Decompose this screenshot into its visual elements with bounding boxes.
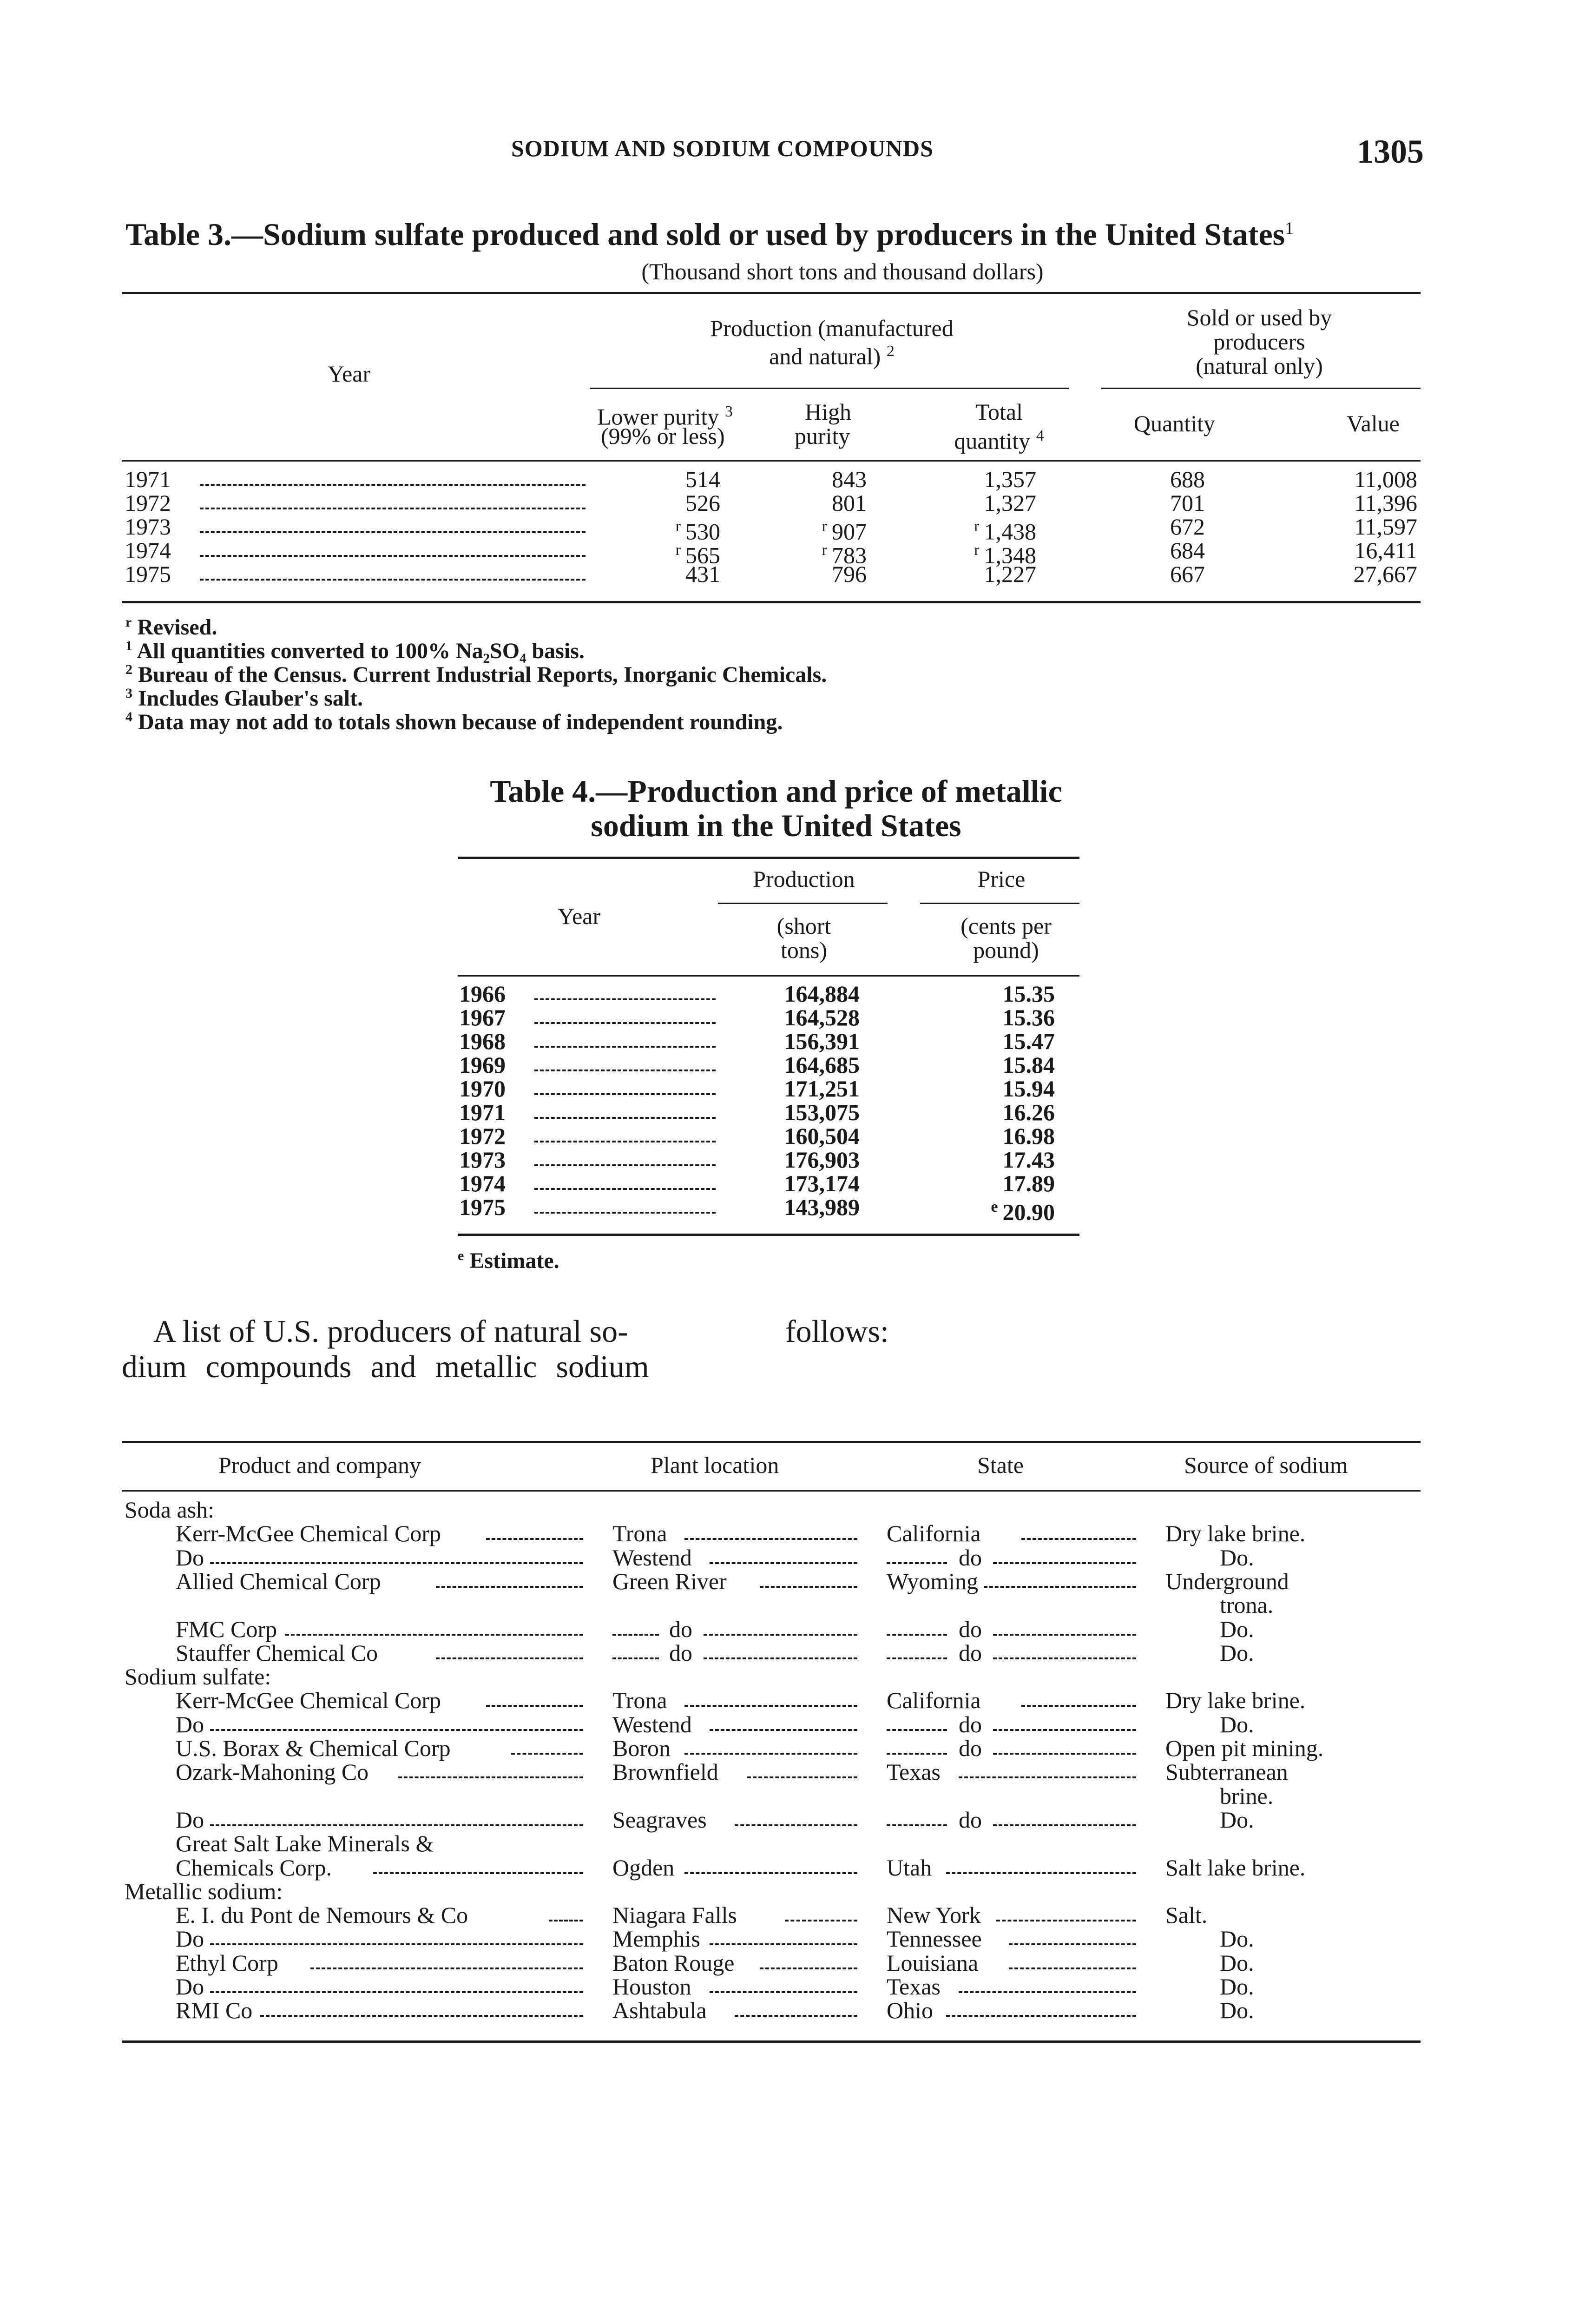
producers-row-plant: Westend <box>612 1545 692 1571</box>
producers-row-company: Kerr-McGee Chemical Corp <box>176 1687 441 1713</box>
producers-row-source: Do. <box>1220 1926 1254 1952</box>
producers-row-state: California <box>887 1687 981 1713</box>
producers-row-state: do <box>959 1807 982 1833</box>
table3-row-high-value: 843 <box>832 466 867 492</box>
table3-footnote-mark: r <box>125 614 132 630</box>
table3-row-total-value: 1,438 <box>984 518 1036 545</box>
producers-row-plant-leader <box>710 1943 857 1945</box>
producers-row-plant-leader <box>710 1991 857 1993</box>
table4-row-production: 160,504 <box>784 1123 860 1149</box>
table3-footnote-mark: 4 <box>125 709 132 725</box>
producers-row-state: Ohio <box>887 1997 933 2023</box>
table3-production-group-rule <box>590 388 1069 389</box>
producers-row-state: do <box>959 1616 982 1642</box>
producers-row-state: Texas <box>887 1759 941 1785</box>
table4-row-year: 1969 <box>459 1052 506 1078</box>
producers-row-plant: Houston <box>612 1974 691 2000</box>
table4-row-production: 156,391 <box>784 1028 860 1054</box>
producers-row-state-leader <box>1021 1538 1136 1540</box>
table4-header-rule <box>458 975 1079 977</box>
producers-row-plant: do <box>669 1616 692 1642</box>
table3-total-header-1: Total <box>975 399 1023 425</box>
table3-row-value: 11,008 <box>1354 466 1417 492</box>
table3-footnote-mark: 3 <box>125 686 132 701</box>
table3-row-lower-value: 530 <box>685 518 720 545</box>
producers-row-source: Do. <box>1220 1950 1254 1976</box>
table3-total-header-2 <box>929 424 1069 453</box>
table4-top-rule <box>458 857 1079 859</box>
revised-mark: r <box>675 541 681 559</box>
table4-row-production: 164,884 <box>784 981 860 1007</box>
producers-row-plant: Trona <box>612 1520 667 1546</box>
producers-row-company: RMI Co <box>176 1997 253 2023</box>
producers-row-state-leader <box>996 1920 1136 1921</box>
producers-row-plant-leader <box>735 2015 857 2017</box>
producers-row-source: trona. <box>1220 1592 1274 1618</box>
paragraph-line-2: dium compounds and metallic sodium <box>122 1349 649 1384</box>
table4-row-year: 1967 <box>459 1004 506 1030</box>
producers-row-source: Subterranean <box>1165 1759 1288 1785</box>
table3-total-text: quantity <box>954 428 1031 454</box>
table3-high-purity-header-2: purity <box>795 423 850 449</box>
producers-row-company-leader <box>486 1705 583 1707</box>
page-number: 1305 <box>1357 133 1424 170</box>
producers-row-plant: Ogden <box>612 1855 675 1881</box>
table3-row-lower-value: 526 <box>685 490 720 516</box>
producers-row-plant-leader <box>684 1753 857 1755</box>
table3-row-value: 27,667 <box>1353 561 1417 587</box>
producers-row-company-leader <box>549 1920 583 1921</box>
table4-row-production: 164,685 <box>784 1052 860 1078</box>
producers-row-company-leader <box>436 1657 583 1659</box>
producers-row-state-leader <box>993 1657 1136 1659</box>
producers-row-state: Utah <box>887 1855 932 1881</box>
table4-row-price <box>948 1124 1055 1148</box>
estimate-mark: e <box>991 1198 998 1215</box>
table4-row-production: 171,251 <box>784 1076 860 1102</box>
producers-row-plant: Baton Rouge <box>612 1950 735 1976</box>
producers-row-plant-leader <box>785 1920 857 1921</box>
table3-row-total-value: 1,227 <box>984 561 1036 587</box>
table3-row-leader <box>200 531 585 533</box>
table4-row-production: 164,528 <box>784 1004 860 1030</box>
table3-row-year: 1975 <box>125 561 171 587</box>
table4-row-price-value: 15.47 <box>1002 1028 1055 1054</box>
table3-row-leader <box>200 484 585 486</box>
table3-high-purity-header-1: High <box>805 399 851 425</box>
revised-mark: r <box>675 518 681 535</box>
producers-row-plant: Niagara Falls <box>612 1902 737 1928</box>
table4-row-price <box>948 1053 1055 1077</box>
table4-price-unit-1: (cents per <box>960 913 1052 939</box>
revised-mark: r <box>822 518 827 535</box>
producers-row-plant-leader <box>684 1872 857 1874</box>
producers-row-plant-leader <box>747 1776 857 1778</box>
table3-row-lower-value: 514 <box>685 466 720 492</box>
producers-row-plant: Brownfield <box>612 1759 718 1785</box>
table4-production-header: Production <box>753 866 855 892</box>
table4-row-leader <box>534 1117 716 1119</box>
table4-price-header: Price <box>977 866 1026 892</box>
producers-row-plant: Boron <box>612 1735 671 1761</box>
table3-title <box>125 216 1294 253</box>
table3-subtitle: (Thousand short tons and thousand dollars) <box>641 258 1044 284</box>
table4-row-price-value: 15.35 <box>1002 981 1055 1007</box>
producers-row-source: Do. <box>1220 1807 1254 1833</box>
table4-row-price-value: 16.98 <box>1002 1123 1055 1149</box>
table4-footnote-text: Estimate. <box>469 1248 559 1273</box>
table3-production-header-2-text: and natural) <box>769 343 881 370</box>
table4-bottom-rule <box>458 1234 1079 1236</box>
table3-row-value: 16,411 <box>1354 537 1417 563</box>
producers-row-plant-leader <box>760 1967 857 1969</box>
table3-footnote-text: Bureau of the Census. Current Industrial Reports, Inorganic Chemicals. <box>138 662 827 687</box>
producers-row-state-leader <box>887 1634 947 1636</box>
table4-row-year: 1972 <box>459 1123 506 1149</box>
table4-row-leader <box>534 1022 716 1024</box>
producers-row-state-leader <box>993 1729 1136 1731</box>
table3-footnote-mark: 1 <box>125 638 132 654</box>
producers-row-plant-leader <box>710 1562 857 1564</box>
table3-row-quantity: 688 <box>1170 466 1205 492</box>
producers-row-source: Dry lake brine. <box>1165 1687 1306 1713</box>
table3-bottom-rule <box>122 601 1421 603</box>
table3-lower-purity-note: 3 <box>724 403 733 420</box>
producers-state-header: State <box>977 1452 1024 1478</box>
table3-row-total-value: 1,357 <box>984 466 1036 492</box>
producers-row-plant-leader <box>710 1729 857 1731</box>
table3-footnote <box>125 705 783 734</box>
producers-row-company-leader <box>398 1776 583 1778</box>
table4-year-header: Year <box>558 903 601 929</box>
table4-footnote <box>458 1244 559 1273</box>
table3-row-high <box>790 491 867 515</box>
table4-row-leader <box>534 1188 716 1190</box>
table4-row-production: 143,989 <box>784 1194 860 1220</box>
producers-row-company: E. I. du Pont de Nemours & Co <box>176 1902 468 1928</box>
table3-total-note: 4 <box>1036 427 1044 444</box>
producers-row-company-leader <box>436 1586 583 1588</box>
table3-row-quantity: 667 <box>1170 561 1205 587</box>
table3-footnote-text: Includes Glauber's salt. <box>138 686 363 711</box>
producers-bottom-rule <box>122 2040 1421 2043</box>
producers-row-plant-leader <box>612 1657 659 1659</box>
producers-row-company: Kerr-McGee Chemical Corp <box>176 1520 441 1546</box>
producers-row-state-leader <box>946 1872 1136 1874</box>
table4-row-year: 1973 <box>459 1147 506 1173</box>
table4-title-line1: Table 4.—Production and price of metallic <box>490 773 1062 809</box>
producers-row-company: Do <box>176 1807 204 1833</box>
producers-row-company-leader <box>511 1753 583 1755</box>
producers-row-company-leader <box>486 1538 583 1540</box>
producers-row-plant: do <box>669 1640 692 1666</box>
table4-row-price <box>948 1195 1055 1224</box>
table3-title-note: 1 <box>1285 218 1294 238</box>
table4-row-production: 173,174 <box>784 1170 860 1196</box>
producers-row-company: Do <box>176 1926 204 1952</box>
table3-row-total-value: 1,327 <box>984 490 1036 516</box>
table4-row-price <box>948 1029 1055 1053</box>
table3-row-leader <box>200 579 585 581</box>
table4-row-price-value: 15.84 <box>1002 1052 1055 1078</box>
producers-row-company-leader <box>210 1991 583 1993</box>
table3-row-quantity: 701 <box>1170 490 1205 516</box>
producers-row-state: Texas <box>887 1974 941 2000</box>
producers-row-state-leader <box>887 1562 947 1564</box>
producers-row-state-leader <box>887 1657 947 1659</box>
producers-row-plant-leader <box>684 1538 857 1540</box>
table3-row-total <box>929 467 1036 491</box>
table3-row-high <box>790 562 867 586</box>
producers-row-state-leader <box>1021 1705 1136 1707</box>
revised-mark: r <box>822 541 827 559</box>
table3-row-high-value: 783 <box>832 542 867 568</box>
table4-row-leader <box>534 1070 716 1071</box>
producers-row-state-leader <box>946 2015 1136 2017</box>
table4-row-year: 1975 <box>459 1194 506 1220</box>
paragraph-line-1: A list of U.S. producers of natural so- <box>153 1314 628 1349</box>
table4-row-year: 1971 <box>459 1099 506 1125</box>
table4-row-price-value: 20.90 <box>1002 1199 1055 1225</box>
table4-row-production: 176,903 <box>784 1147 860 1173</box>
table3-row-year: 1971 <box>125 466 171 492</box>
producers-row-plant: Ashtabula <box>612 1997 707 2023</box>
table4-price-unit-2: pound) <box>973 937 1039 963</box>
producers-row-source: Do. <box>1220 1974 1254 2000</box>
running-header: SODIUM AND SODIUM COMPOUNDS <box>511 135 934 161</box>
table3-row-high-value: 907 <box>832 518 867 545</box>
table3-row-leader <box>200 508 585 509</box>
table4-row-price <box>948 1148 1055 1172</box>
table3-sold-header-2: producers <box>1213 329 1305 355</box>
table3-row-value: 11,597 <box>1354 514 1417 540</box>
producers-row-state: do <box>959 1735 982 1761</box>
table3-title-text: Table 3.—Sodium sulfate produced and sold or used by producers in the United States <box>125 217 1285 252</box>
producers-row-state-leader <box>887 1753 947 1755</box>
table4-row-leader <box>534 998 716 1000</box>
producers-row-company: Ozark-Mahoning Co <box>176 1759 369 1785</box>
producers-row-state: California <box>887 1520 981 1546</box>
producers-row-source: Underground <box>1165 1568 1289 1594</box>
table4-row-leader <box>534 1046 716 1048</box>
producers-row-company: Do <box>176 1711 204 1737</box>
producers-row-state: Louisiana <box>887 1950 979 1976</box>
producers-source-header: Source of sodium <box>1184 1452 1348 1478</box>
producers-row-state-leader <box>1009 1967 1136 1969</box>
table4-row-price <box>948 1171 1055 1195</box>
producers-header-rule <box>122 1490 1421 1492</box>
producers-row-state: Tennessee <box>887 1926 982 1952</box>
table3-production-header-note: 2 <box>886 343 895 360</box>
table3-row-total-value: 1,348 <box>984 542 1036 568</box>
producers-row-plant-leader <box>612 1634 659 1636</box>
producers-row-plant: Seagraves <box>612 1807 707 1833</box>
table3-quantity-header: Quantity <box>1134 410 1215 436</box>
producers-row-plant: Memphis <box>612 1926 700 1952</box>
producers-row-plant-leader <box>704 1657 857 1659</box>
producers-row-state-leader <box>993 1562 1136 1564</box>
table3-footnote-text: Revised. <box>137 615 217 640</box>
producers-row-state: do <box>959 1640 982 1666</box>
table4-row-leader <box>534 1141 716 1142</box>
producers-section-label: Soda ash: <box>125 1497 215 1523</box>
producers-row-state-leader <box>993 1824 1136 1826</box>
producers-row-state: do <box>959 1711 982 1737</box>
producers-row-source: Salt. <box>1165 1902 1208 1928</box>
producers-row-plant: Trona <box>612 1687 667 1713</box>
producers-plant-header: Plant location <box>651 1452 779 1478</box>
table3-sold-group-rule <box>1101 388 1421 389</box>
table3-top-rule <box>122 292 1421 294</box>
table3-row-high-value: 801 <box>832 490 867 516</box>
table3-row-total <box>929 491 1036 515</box>
table3-row-year: 1973 <box>125 514 171 540</box>
table3-production-header-2 <box>590 339 1073 369</box>
table4-row-price <box>948 1100 1055 1124</box>
producers-row-state-leader <box>959 1776 1136 1778</box>
table3-footnote-text: All quantities converted to 100% Na₂SO₄ basis. <box>137 639 585 663</box>
producers-row-source: Salt lake brine. <box>1165 1855 1306 1881</box>
producers-row-company-leader <box>210 1729 583 1731</box>
producers-row-company-leader <box>210 1562 583 1564</box>
table3-lower-purity-header-2: (99% or less) <box>601 423 725 449</box>
table4-row-year: 1968 <box>459 1028 506 1054</box>
table4-footnote-mark: e <box>458 1248 464 1263</box>
table3-row-year: 1972 <box>125 490 171 516</box>
producers-row-state: do <box>959 1545 982 1571</box>
producers-row-state-leader <box>993 1753 1136 1755</box>
producers-row-company-leader <box>260 2015 583 2017</box>
producers-row-source: Dry lake brine. <box>1165 1520 1306 1546</box>
table3-row-lower <box>660 491 720 515</box>
producers-row-company: Great Salt Lake Minerals & <box>176 1830 434 1856</box>
table4-row-price-value: 15.36 <box>1002 1004 1055 1030</box>
table4-production-unit-2: tons) <box>781 937 827 963</box>
producers-row-company-leader <box>310 1967 583 1969</box>
table3-lower-purity-text: Lower purity <box>597 403 719 430</box>
table4-row-price <box>948 982 1055 1006</box>
table4-title <box>455 774 1097 843</box>
producers-row-source: Open pit mining. <box>1165 1735 1324 1761</box>
table3-row-total <box>929 562 1036 586</box>
table3-row-lower <box>660 562 720 586</box>
producers-row-state-leader <box>993 1634 1136 1636</box>
table3-production-header-1: Production (manufactured <box>710 315 954 341</box>
producers-row-company: Allied Chemical Corp <box>176 1568 381 1594</box>
producers-top-rule <box>122 1441 1421 1443</box>
table3-row-quantity: 672 <box>1170 514 1205 540</box>
producers-row-plant-leader <box>760 1586 857 1588</box>
table3-row-high <box>790 467 867 491</box>
producers-section-label: Sodium sulfate: <box>125 1664 271 1690</box>
table4-row-year: 1970 <box>459 1076 506 1102</box>
table4-row-price-value: 17.89 <box>1002 1170 1055 1196</box>
producers-row-state: Wyoming <box>887 1568 978 1594</box>
table4-title-line2: sodium in the United States <box>591 808 961 843</box>
revised-mark: r <box>974 518 980 535</box>
table3-footnote-mark: 2 <box>125 662 132 677</box>
producers-row-state-leader <box>887 1824 947 1826</box>
producers-row-company-leader <box>210 1824 583 1826</box>
table3-footnote-text: Data may not add to totals shown because of independent rounding. <box>138 710 783 734</box>
producers-row-company-leader <box>373 1872 583 1874</box>
producers-row-company: U.S. Borax & Chemical Corp <box>176 1735 451 1761</box>
table4-row-year: 1966 <box>459 981 506 1007</box>
table4-row-price <box>948 1005 1055 1030</box>
table3-row-quantity: 684 <box>1170 537 1205 563</box>
table3-row-lower-value: 431 <box>685 561 720 587</box>
table4-row-leader <box>534 1164 716 1166</box>
producers-row-company: Stauffer Chemical Co <box>176 1640 378 1666</box>
table4-production-unit-1: (short <box>776 913 831 939</box>
producers-company-header: Product and company <box>218 1452 421 1478</box>
table4-row-price-value: 15.94 <box>1002 1076 1055 1102</box>
table4-production-rule <box>718 903 888 904</box>
revised-mark: r <box>974 541 980 559</box>
producers-row-source: Do. <box>1220 1616 1254 1642</box>
table4-row-production: 153,075 <box>784 1099 860 1125</box>
producers-row-state-leader <box>959 1991 1136 1993</box>
table3-row-lower <box>660 467 720 491</box>
producers-section-label: Metallic sodium: <box>125 1878 283 1904</box>
producers-row-plant: Green River <box>612 1568 727 1594</box>
producers-row-company-leader <box>285 1634 583 1636</box>
table3-row-high-value: 796 <box>832 561 867 587</box>
producers-row-state-leader <box>887 1729 947 1731</box>
table3-row-leader <box>200 555 585 557</box>
producers-row-plant-leader <box>704 1634 857 1636</box>
table4-price-rule <box>920 903 1079 904</box>
producers-row-company: Do <box>176 1974 204 2000</box>
table3-year-header: Year <box>328 361 371 387</box>
producers-row-source: Do. <box>1220 1711 1254 1737</box>
table4-row-price <box>948 1076 1055 1101</box>
producers-row-source: brine. <box>1220 1783 1274 1809</box>
table3-header-rule <box>122 460 1421 462</box>
producers-row-source: Do. <box>1220 1640 1254 1666</box>
producers-row-company: Do <box>176 1545 204 1571</box>
table4-row-leader <box>534 1093 716 1095</box>
producers-row-plant-leader <box>684 1705 857 1707</box>
producers-row-company: Ethyl Corp <box>176 1950 278 1976</box>
producers-row-company: FMC Corp <box>176 1616 277 1642</box>
table4-row-price-value: 17.43 <box>1002 1147 1055 1173</box>
producers-row-source: Do. <box>1220 1997 1254 2023</box>
table3-row-lower-value: 565 <box>685 542 720 568</box>
table3-row-value: 11,396 <box>1354 490 1417 516</box>
producers-row-company: Chemicals Corp. <box>176 1855 332 1881</box>
producers-row-company-leader <box>210 1943 583 1945</box>
producers-row-source: Do. <box>1220 1545 1254 1571</box>
table3-sold-header-3: (natural only) <box>1196 353 1323 379</box>
table3-row-year: 1974 <box>125 537 171 563</box>
table3-value-header: Value <box>1347 410 1400 436</box>
table4-row-leader <box>534 1212 716 1214</box>
producers-row-state: New York <box>887 1902 981 1928</box>
table3-sold-header-1: Sold or used by <box>1186 304 1332 330</box>
paragraph-line-3: follows: <box>785 1314 889 1349</box>
producers-row-plant-leader <box>735 1824 857 1826</box>
table4-row-price-value: 16.26 <box>1002 1099 1055 1125</box>
producers-row-plant: Westend <box>612 1711 692 1737</box>
producers-row-state-leader <box>984 1586 1136 1588</box>
producers-row-state-leader <box>1009 1943 1136 1945</box>
table4-row-year: 1974 <box>459 1170 506 1196</box>
